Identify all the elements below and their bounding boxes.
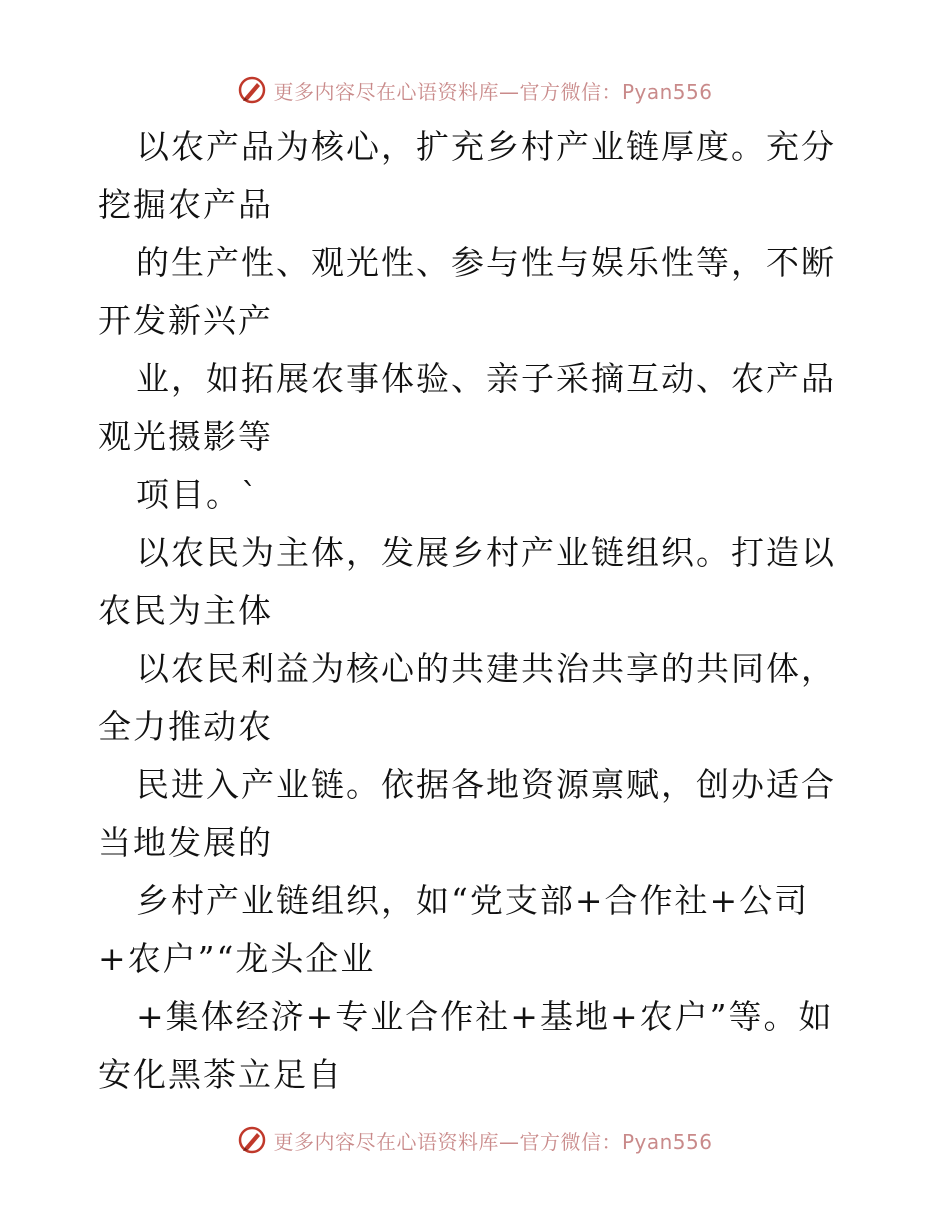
watermark-text: 更多内容尽在心语资料库—官方微信：Pyan556 <box>273 1129 713 1154</box>
watermark-footer <box>0 1120 950 1160</box>
pen-logo-icon <box>237 75 267 105</box>
paragraph: 的生产性、观光性、参与性与娱乐性等，不断开发新兴产 <box>98 243 836 340</box>
paragraph: 民进入产业链。依据各地资源禀赋，创办适合当地发展的 <box>98 765 836 862</box>
paragraph: 项目。` <box>136 475 260 514</box>
paragraph: +集体经济+专业合作社+基地+农户”等。如安化黑茶立足自 <box>98 997 834 1094</box>
paragraph: 业，如拓展农事体验、亲子采摘互动、农产品观光摄影等 <box>98 359 836 456</box>
document-body <box>98 118 858 1104</box>
watermark-text: 更多内容尽在心语资料库—官方微信：Pyan556 <box>273 79 713 104</box>
paragraph: 乡村产业链组织，如“党支部+合作社+公司+农户”“龙头企业 <box>98 881 810 978</box>
paragraph: 以农民利益为核心的共建共治共享的共同体，全力推动农 <box>98 649 836 746</box>
paragraph: 以农民为主体，发展乡村产业链组织。打造以农民为主体 <box>98 533 836 630</box>
watermark-header <box>0 70 950 110</box>
paragraph: 以农产品为核心，扩充乡村产业链厚度。充分挖掘农产品 <box>98 127 836 224</box>
pen-logo-icon <box>237 1125 267 1155</box>
